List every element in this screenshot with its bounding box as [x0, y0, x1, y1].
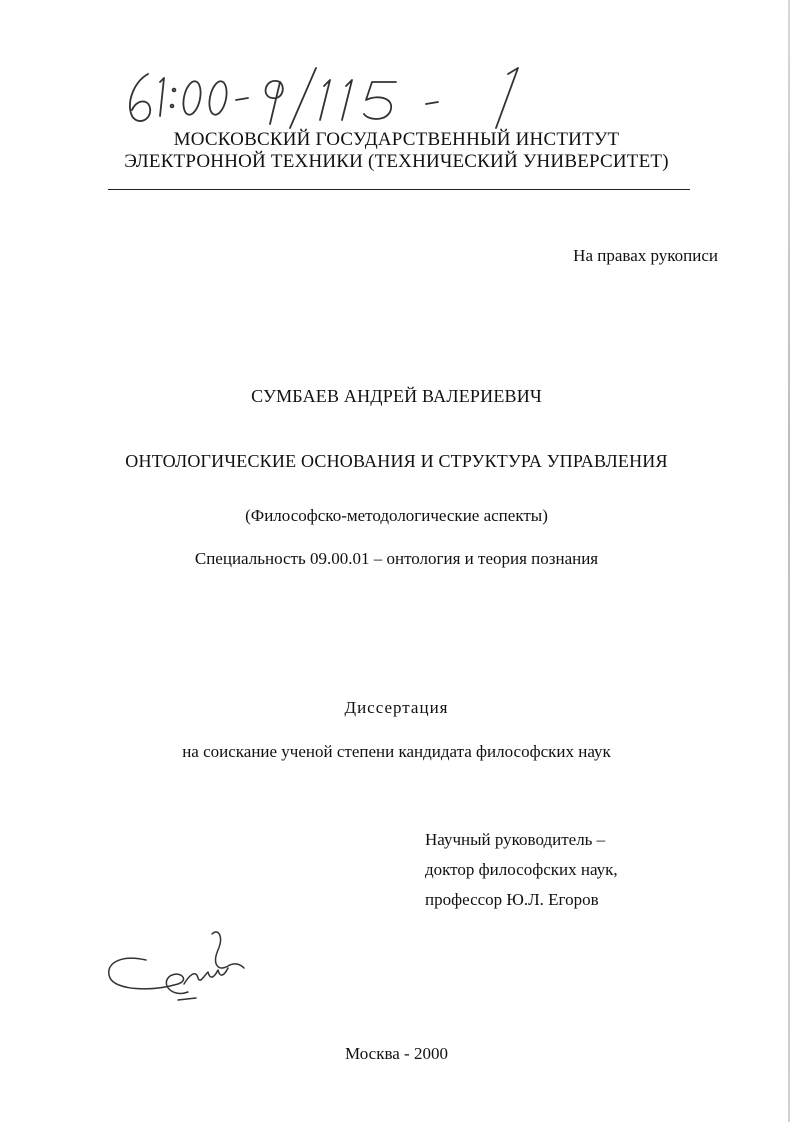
supervisor-role: Научный руководитель –: [425, 830, 606, 849]
work-type: Диссертация: [344, 698, 449, 717]
header-divider: [108, 189, 690, 190]
specialty: Специальность 09.00.01 – онтология и теория познания: [194, 549, 599, 568]
signature-drawing: [100, 920, 260, 1020]
degree-description: на соискание ученой степени кандидата философских наук: [182, 742, 611, 761]
city-year: Москва - 2000: [345, 1044, 448, 1063]
rights-note: На правах рукописи: [573, 246, 718, 265]
supervisor-block: [425, 825, 618, 915]
institute-name-line-1: МОСКОВСКИЙ ГОСУДАРСТВЕННЫЙ ИНСТИТУТ: [173, 129, 620, 150]
dissertation-title: ОНТОЛОГИЧЕСКИЕ ОСНОВАНИЯ И СТРУКТУРА УПРАВЛЕНИЯ: [125, 451, 668, 471]
author-name: СУМБАЕВ АНДРЕЙ ВАЛЕРИЕВИЧ: [251, 386, 542, 406]
supervisor-degree: доктор философских наук,: [425, 860, 618, 879]
signature: [100, 920, 260, 1020]
institute-name-line-2: ЭЛЕКТРОННОЙ ТЕХНИКИ (ТЕХНИЧЕСКИЙ УНИВЕРСИТЕТ): [124, 151, 669, 172]
handwritten-archive-number: [120, 60, 560, 130]
dissertation-subtitle: (Философско-методологические аспекты): [245, 506, 548, 525]
supervisor-name: профессор Ю.Л. Егоров: [425, 890, 599, 909]
handwritten-archive-number-drawing: [120, 60, 560, 130]
